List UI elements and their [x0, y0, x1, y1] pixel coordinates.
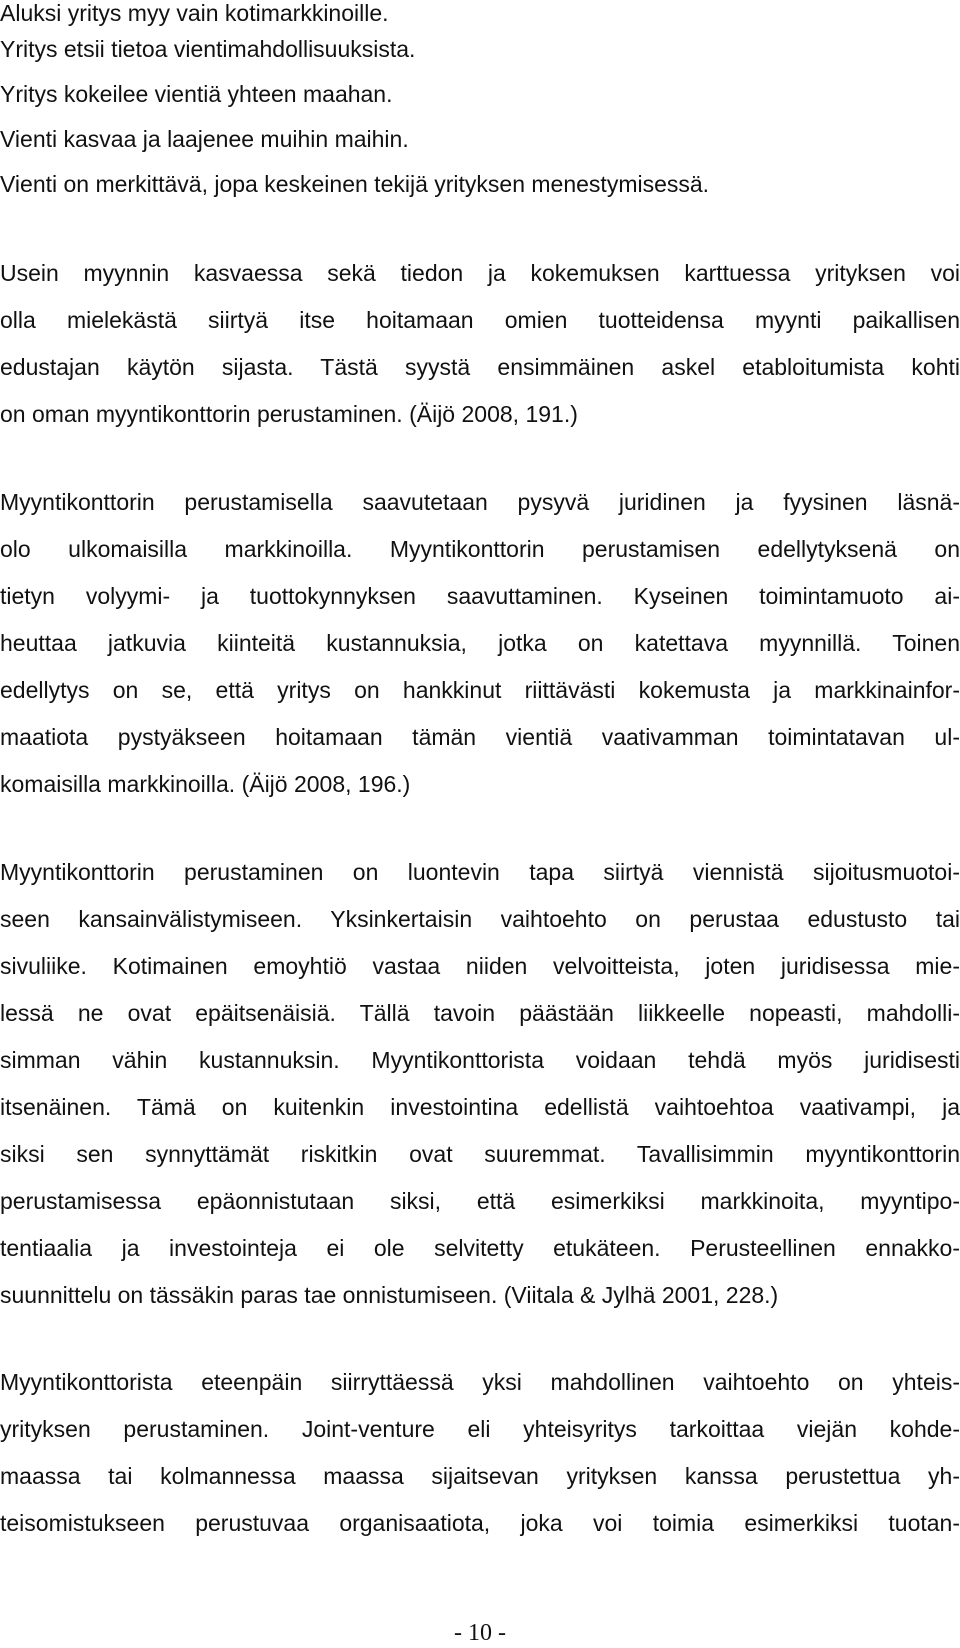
paragraph-line: Myyntikonttorin perustaminen on luontevin tapa siirtyä viennistä sijoitusmuotoi-: [0, 859, 960, 885]
list-line: Vienti on merkittävä, jopa keskeinen tekijä yrityksen menestymisessä.: [0, 171, 710, 197]
list-line: Yritys etsii tietoa vientimahdollisuuksista.: [0, 36, 416, 62]
paragraph-line: maassa tai kolmannessa maassa sijaitsevan yrityksen kanssa perustettua yh-: [0, 1463, 960, 1489]
paragraph-line: seen kansainvälistymiseen. Yksinkertaisin vaihtoehto on perustaa edustusto tai: [0, 906, 960, 932]
paragraph-line: simman vähin kustannuksin. Myyntikonttorista voidaan tehdä myös juridisesti: [0, 1047, 960, 1073]
paragraph-line: komaisilla markkinoilla. (Äijö 2008, 196.): [0, 771, 411, 797]
paragraph-line: suunnittelu on tässäkin paras tae onnistumiseen. (Viitala & Jylhä 2001, 228.): [0, 1282, 779, 1308]
paragraph-line: teisomistukseen perustuvaa organisaatiota, joka voi toimia esimerkiksi tuotan-: [0, 1510, 960, 1536]
paragraph-line: edustajan käytön sijasta. Tästä syystä ensimmäinen askel etabloitumista kohti: [0, 354, 960, 380]
paragraph-line: lessä ne ovat epäitsenäisiä. Tällä tavoin päästään liikkeelle nopeasti, mahdolli-: [0, 1000, 960, 1026]
paragraph-line: maatiota pystyäkseen hoitamaan tämän vientiä vaativamman toimintatavan ul-: [0, 724, 960, 750]
paragraph-line: yrityksen perustaminen. Joint-venture eli yhteisyritys tarkoittaa viejän kohde-: [0, 1416, 960, 1442]
list-line: Aluksi yritys myy vain kotimarkkinoille.: [0, 0, 389, 26]
paragraph-line: tietyn volyymi- ja tuottokynnyksen saavuttaminen. Kyseinen toimintamuoto ai-: [0, 583, 960, 609]
paragraph-line: itsenäinen. Tämä on kuitenkin investointina edellistä vaihtoehtoa vaativampi, ja: [0, 1094, 960, 1120]
paragraph-line: Usein myynnin kasvaessa sekä tiedon ja kokemuksen karttuessa yrityksen voi: [0, 260, 960, 286]
paragraph-line: sivuliike. Kotimainen emoyhtiö vastaa niiden velvoitteista, joten juridisessa mie-: [0, 953, 960, 979]
paragraph-line: heuttaa jatkuvia kiinteitä kustannuksia, jotka on katettava myynnillä. Toinen: [0, 630, 960, 656]
paragraph-line: perustamisessa epäonnistutaan siksi, että esimerkiksi markkinoita, myyntipo-: [0, 1188, 960, 1214]
paragraph-line: on oman myyntikonttorin perustaminen. (Äijö 2008, 191.): [0, 401, 578, 427]
paragraph-line: olo ulkomaisilla markkinoilla. Myyntikonttorin perustamisen edellytyksenä on: [0, 536, 960, 562]
paragraph-line: olla mielekästä siirtyä itse hoitamaan omien tuotteidensa myynti paikallisen: [0, 307, 960, 333]
page-number: - 10 -: [454, 1620, 506, 1646]
paragraph-line: edellytys on se, että yritys on hankkinut riittävästi kokemusta ja markkinainfor-: [0, 677, 960, 703]
paragraph-line: siksi sen synnyttämät riskitkin ovat suuremmat. Tavallisimmin myyntikonttorin: [0, 1141, 960, 1167]
paragraph-line: Myyntikonttorista eteenpäin siirryttäessä yksi mahdollinen vaihtoehto on yhteis-: [0, 1369, 960, 1395]
paragraph-line: tentiaalia ja investointeja ei ole selvitetty etukäteen. Perusteellinen ennakko-: [0, 1235, 960, 1261]
paragraph-line: Myyntikonttorin perustamisella saavutetaan pysyvä juridinen ja fyysinen läsnä-: [0, 489, 960, 515]
list-line: Yritys kokeilee vientiä yhteen maahan.: [0, 81, 393, 107]
list-line: Vienti kasvaa ja laajenee muihin maihin.: [0, 126, 409, 152]
